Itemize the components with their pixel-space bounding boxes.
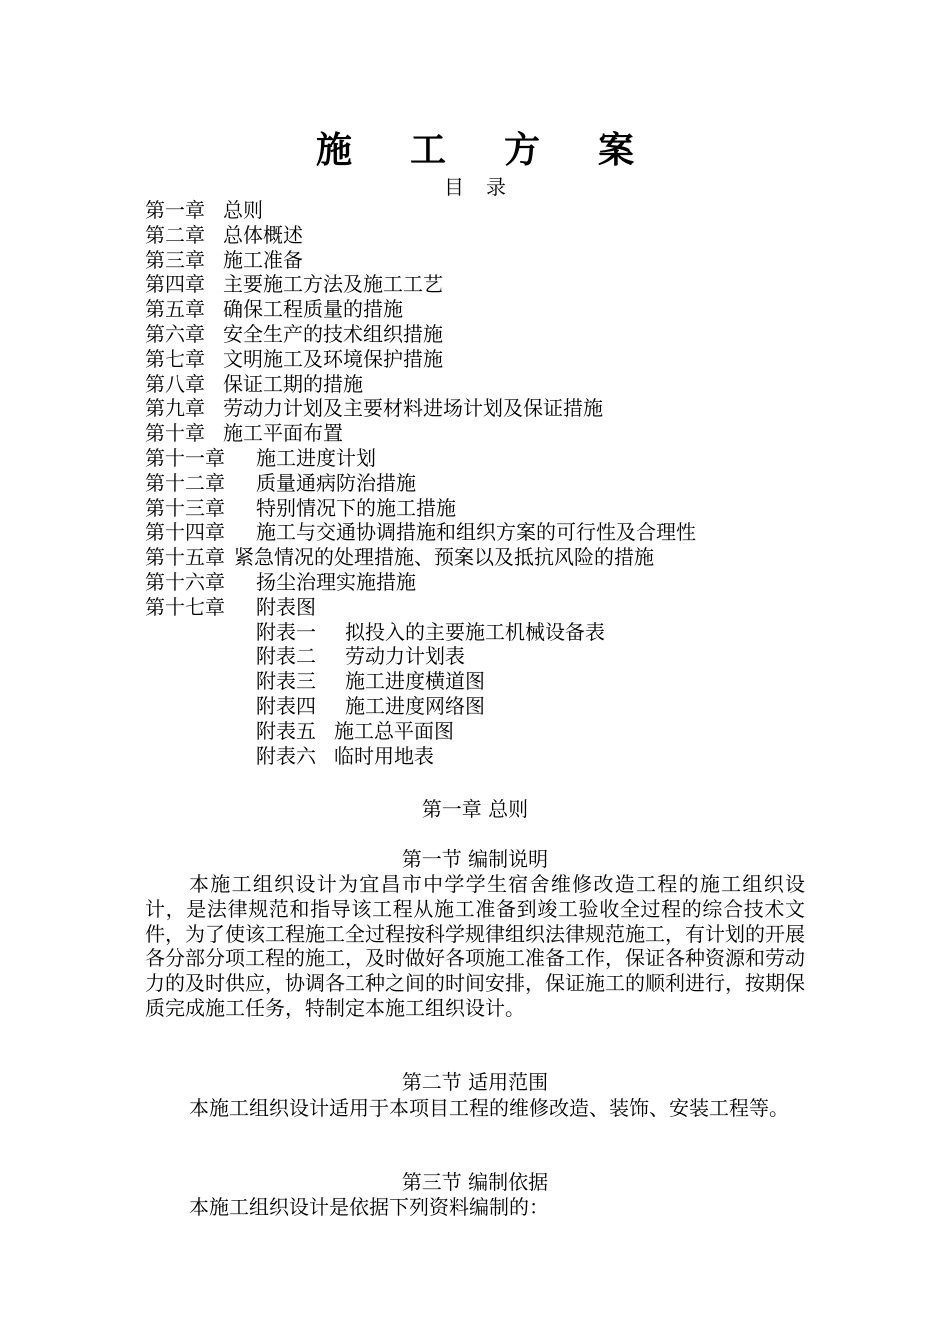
toc-chapter-item [145, 372, 845, 397]
toc-appendix-item [145, 644, 845, 669]
toc-item-title: 劳动力计划表 [345, 644, 465, 669]
toc-item-number: 附表六 [256, 743, 316, 768]
toc-item-number: 第二章 [145, 222, 205, 247]
toc-chapter-item [145, 297, 845, 322]
toc-chapter-item [145, 421, 845, 446]
toc-chapter-item [145, 545, 845, 570]
toc-item-title: 总体概述 [223, 222, 303, 247]
toc-item-number: 第十一章 [145, 445, 225, 470]
toc-item-number: 第十七章 [145, 594, 225, 619]
toc-item-number: 附表一 [256, 619, 316, 644]
toc-chapter-item [145, 446, 845, 471]
toc-chapter-item [145, 496, 845, 521]
toc-item-number: 第八章 [145, 371, 205, 396]
toc-item-title: 附表图 [256, 594, 316, 619]
toc-item-number: 附表二 [256, 644, 316, 669]
document-title: 施工方案 [315, 129, 692, 171]
toc-appendix-item [145, 669, 845, 694]
toc-item-number: 附表三 [256, 669, 316, 694]
toc-item-number: 第十五章 [145, 545, 225, 570]
toc-item-title: 主要施工方法及施工工艺 [223, 272, 443, 297]
toc-chapter-item [145, 248, 845, 273]
toc-item-title: 拟投入的主要施工机械设备表 [345, 619, 605, 644]
toc-item-number: 第六章 [145, 321, 205, 346]
toc-appendix-item [145, 719, 845, 744]
toc-item-title: 安全生产的技术组织措施 [223, 321, 443, 346]
toc-item-title: 劳动力计划及主要材料进场计划及保证措施 [223, 396, 603, 421]
toc-item-number: 第三章 [145, 247, 205, 272]
chapter-title: 第一章 总则 [421, 797, 529, 821]
toc-chapter-item [145, 223, 845, 248]
toc-item-title: 临时用地表 [334, 743, 434, 768]
toc-item-title: 质量通病防治措施 [256, 470, 416, 495]
toc-item-title: 施工进度计划 [256, 445, 376, 470]
section-title: 第三节 编制依据 [401, 1170, 549, 1194]
toc-item-title: 文明施工及环境保护措施 [223, 346, 443, 371]
toc-item-title: 特别情况下的施工措施 [256, 495, 456, 520]
section-title: 第二节 适用范围 [401, 1070, 549, 1094]
toc-item-number: 第一章 [145, 198, 205, 222]
toc-item-number: 第十二章 [145, 470, 225, 495]
toc-item-title: 扬尘治理实施措施 [256, 569, 416, 594]
section-title: 第一节 编制说明 [401, 847, 549, 871]
toc-chapter-item [145, 272, 845, 297]
toc-chapter-item [145, 520, 845, 545]
section-paragraph: 本施工组织设计适用于本项目工程的维修改造、装饰、安装工程等。 [189, 1096, 789, 1120]
toc-chapter-item [145, 322, 845, 347]
toc-item-title: 施工总平面图 [334, 718, 454, 743]
toc-item-number: 第七章 [145, 346, 205, 371]
toc-item-number: 第十三章 [145, 495, 225, 520]
toc-item-title: 施工进度网络图 [345, 693, 485, 718]
toc-appendix-item [145, 744, 845, 769]
toc-item-number: 附表五 [256, 718, 316, 743]
toc-item-title: 总则 [223, 198, 263, 222]
toc-item-title: 施工平面布置 [223, 421, 343, 446]
toc-item-number: 第九章 [145, 396, 205, 421]
toc-item-number: 第十六章 [145, 569, 225, 594]
toc-chapter-item [145, 595, 845, 620]
toc-appendix-item [145, 620, 845, 645]
toc-item-number: 第五章 [145, 297, 205, 322]
toc-chapter-item [145, 198, 845, 223]
table-of-contents [145, 198, 845, 768]
section-paragraph: 本施工组织设计为宜昌市中学学生宿舍维修改造工程的施工组织设计，是法律规范和指导该工程从施工准备到竣工验收全过程的综合技术文件，为了使该工程施工全过程按科学规律组织法律规范施工，有计划的开展各分部分项工程的施工，及时做好各项施工准备工作，保证各种资源和劳动力的及时供应，协调各工种之间的时间安排，保证施工的顺利进行，按期保质完成施工任务，特制定本施工组织设计。 [145, 872, 805, 1020]
toc-appendix-item [145, 694, 845, 719]
toc-chapter-item [145, 347, 845, 372]
toc-item-number: 附表四 [256, 693, 316, 718]
toc-chapter-item [145, 396, 845, 421]
toc-item-title: 紧急情况的处理措施、预案以及抵抗风险的措施 [234, 545, 654, 570]
toc-item-title: 施工准备 [223, 247, 303, 272]
section-paragraph: 本施工组织设计是依据下列资料编制的： [189, 1195, 549, 1219]
toc-heading: 目录 [444, 175, 528, 199]
toc-item-number: 第十章 [145, 421, 205, 446]
toc-item-title: 确保工程质量的措施 [223, 297, 403, 322]
toc-item-title: 保证工期的措施 [223, 371, 363, 396]
toc-item-title: 施工与交通协调措施和组织方案的可行性及合理性 [256, 520, 696, 545]
toc-chapter-item [145, 471, 845, 496]
toc-chapter-item [145, 570, 845, 595]
toc-item-number: 第十四章 [145, 520, 225, 545]
toc-item-number: 第四章 [145, 272, 205, 297]
toc-item-title: 施工进度横道图 [345, 669, 485, 694]
